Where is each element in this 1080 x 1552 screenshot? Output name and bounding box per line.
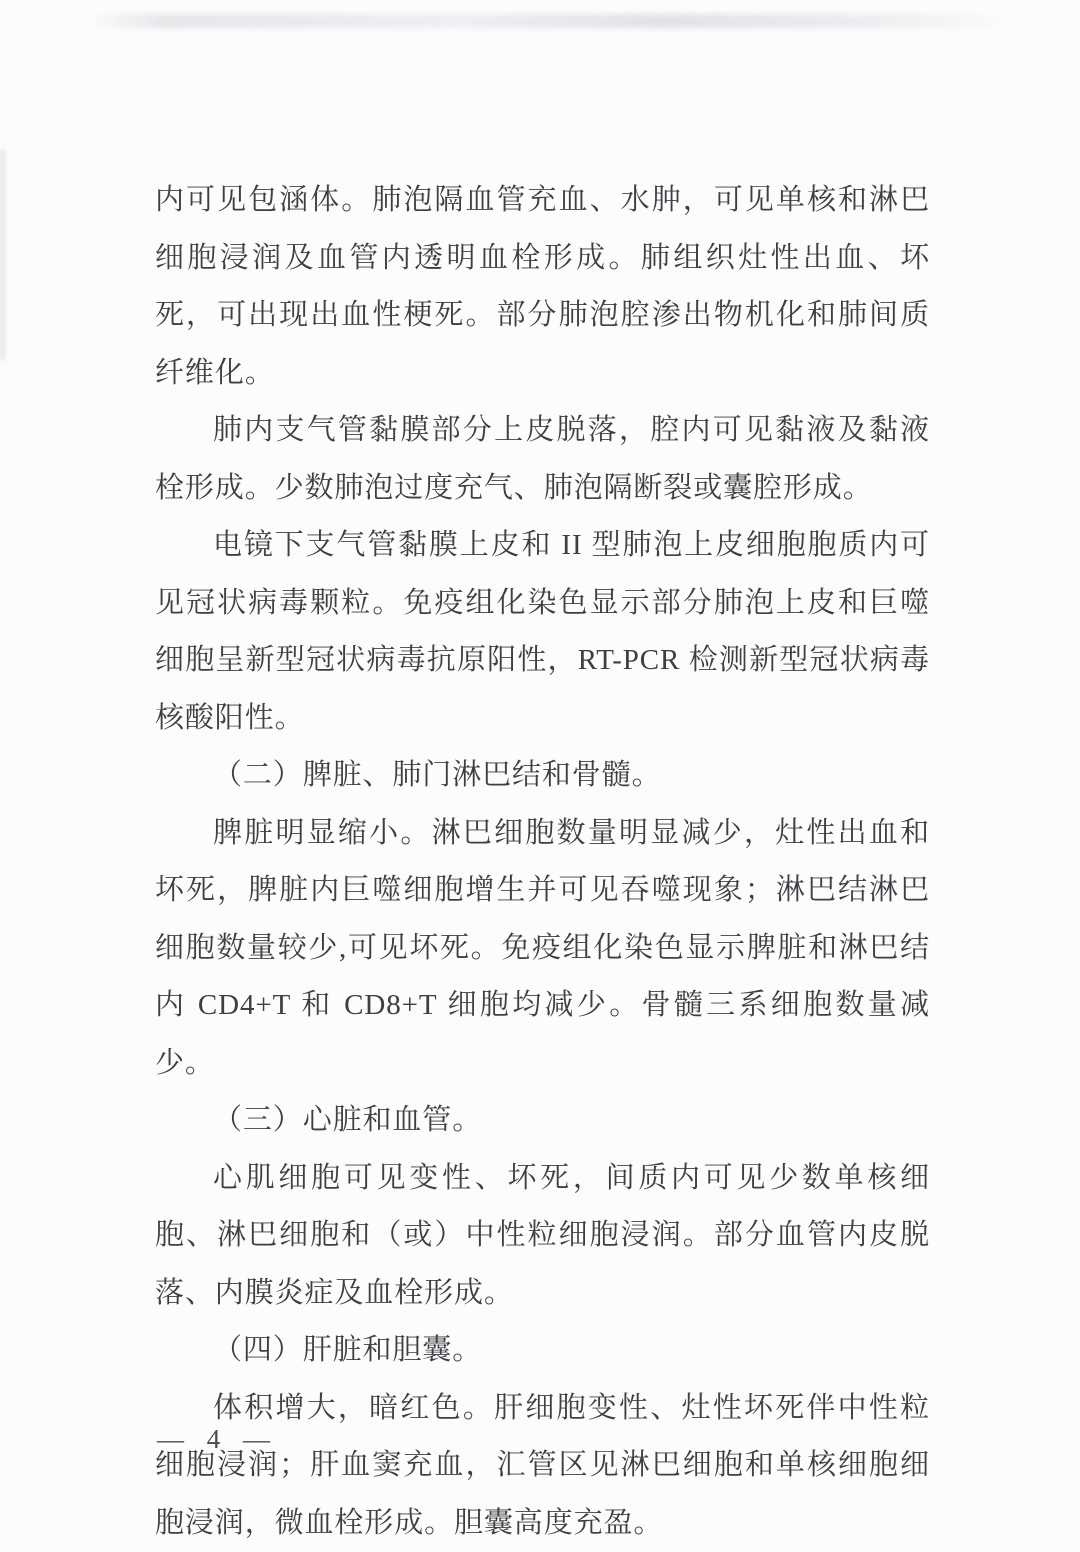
section-heading-heart-vessels: （三）心脏和血管。 (155, 1092, 930, 1150)
document-text-block (155, 172, 930, 1552)
paragraph-spleen-findings: 脾脏明显缩小。淋巴细胞数量明显减少，灶性出血和坏死，脾脏内巨噬细胞增生并可见吞噬现象；淋巴结淋巴细胞数量较少,可见坏死。免疫组化染色显示脾脏和淋巴结内 CD4+T 和 CD8+T 细胞均减少。骨髓三系细胞数量减少。 (155, 805, 930, 1093)
paragraph-lung-continuation: 内可见包涵体。肺泡隔血管充血、水肿，可见单核和淋巴细胞浸润及血管内透明血栓形成。肺组织灶性出血、坏死，可出现出血性梗死。部分肺泡腔渗出物机化和肺间质纤维化。 (155, 172, 930, 402)
paragraph-bronchial-mucosa: 肺内支气管黏膜部分上皮脱落，腔内可见黏液及黏液栓形成。少数肺泡过度充气、肺泡隔断裂或囊腔形成。 (155, 402, 930, 517)
section-heading-spleen-lymph-marrow: （二）脾脏、肺门淋巴结和骨髓。 (155, 747, 930, 805)
scan-artifact-left-edge (0, 150, 5, 360)
page-number: — 4 — (157, 1424, 278, 1455)
paragraph-electron-microscopy: 电镜下支气管黏膜上皮和 II 型肺泡上皮细胞胞质内可见冠状病毒颗粒。免疫组化染色显示部分肺泡上皮和巨噬细胞呈新型冠状病毒抗原阳性，RT-PCR 检测新型冠状病毒核酸阳性。 (155, 517, 930, 747)
paragraph-heart-findings: 心肌细胞可见变性、坏死，间质内可见少数单核细胞、淋巴细胞和（或）中性粒细胞浸润。部分血管内皮脱落、内膜炎症及血栓形成。 (155, 1150, 930, 1323)
scan-artifact-top-smudge (90, 14, 1010, 28)
paragraph-liver-findings: 体积增大，暗红色。肝细胞变性、灶性坏死伴中性粒细胞浸润；肝血窦充血，汇管区见淋巴细胞和单核细胞细胞浸润，微血栓形成。胆囊高度充盈。 (155, 1380, 930, 1552)
section-heading-liver-gallbladder: （四）肝脏和胆囊。 (155, 1322, 930, 1380)
